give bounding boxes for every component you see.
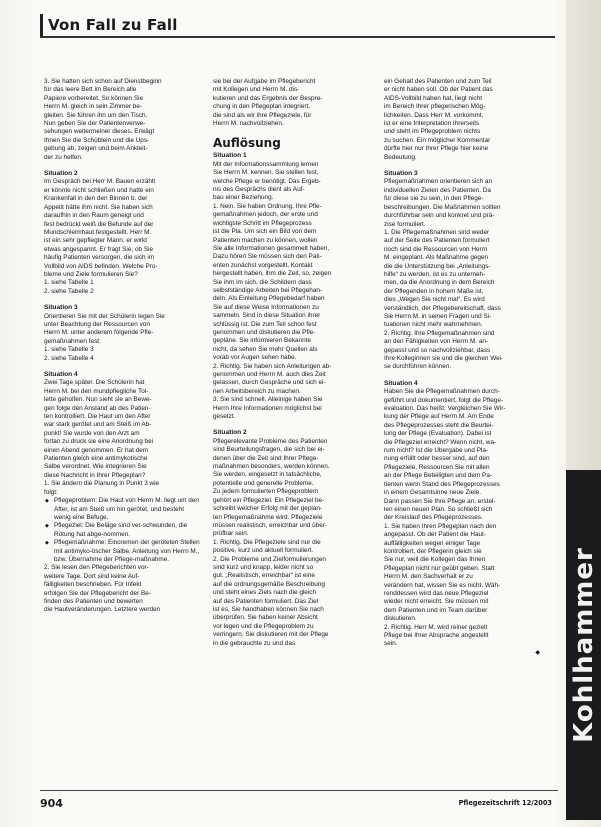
text-line: 2. Die Probleme und Zielformulierungen xyxy=(213,555,326,563)
text-line: auffälligkeiten wegen einiger Tage xyxy=(384,539,481,547)
text-line: lung der Pflege (Evaluation). Dabei ist xyxy=(384,430,492,438)
text-line: 2. siehe Tabelle 2 xyxy=(44,287,94,295)
col1-bullet-list xyxy=(44,497,200,564)
text-line: wichtigste Schritt im Pflegeprozess xyxy=(213,219,312,227)
col2-situation-2-text xyxy=(213,438,369,648)
text-line: 1. Die Pflegemaßnahmen sind weder xyxy=(384,228,490,236)
header-underline xyxy=(40,36,555,38)
text-line: in einem Gesamtsinne neue Ziele. xyxy=(384,489,481,497)
text-line: 2. Richtig. Herr M. wird reiner gezielt xyxy=(384,623,488,631)
col1-situation-4-title: Situation 4 xyxy=(44,371,78,378)
header-rule xyxy=(40,14,43,36)
text-line: 2. Richtig. Ihre Pflegemaßnahmen sind xyxy=(384,329,495,337)
text-line: 1. Nein. Sie haben Ordnung. Ihre Pfle- xyxy=(213,202,322,210)
text-line: ten kontrolliert. Die Haut um den After xyxy=(44,413,151,421)
col1-item-2 xyxy=(44,564,200,614)
text-line: Appetit hätte ihm nicht. Sie haben sich xyxy=(44,203,153,211)
col2-situation-1-title: Situation 1 xyxy=(213,152,247,160)
text-line: lichkeiten. Dass Herr M. vorkommt, xyxy=(384,111,484,119)
text-line: fest bedrückt weiß die Befunde auf der xyxy=(44,220,154,228)
text-line: deln. Als Einleitung Pflegebedarf haben xyxy=(213,295,325,303)
text-line: 1. siehe Tabelle 3 xyxy=(44,346,94,354)
text-line: schlüssig ist. Die zum Teil schon fest xyxy=(213,320,317,328)
col1-situation-3-text xyxy=(44,313,200,363)
text-line: Dazu hören Sie müssen sich den Pati- xyxy=(213,253,322,261)
text-line: Krankenfall in den den Binnen b. der xyxy=(44,195,148,203)
text-line: finden des Patienten und bewerten xyxy=(44,597,143,605)
text-line: 1. Sie haben Ihren Pflegeplan nach den xyxy=(384,522,497,530)
text-line: Sie auf diese Weise Informationen zu xyxy=(213,303,319,311)
text-line: beschreibungen. Die Maßnahmen sollten xyxy=(384,203,501,211)
text-line: gelassen, durch Gespräche und sich ei- xyxy=(213,379,326,387)
text-line: müssen realistisch, erreichbar und über- xyxy=(213,521,328,529)
text-line: chung in den Pflegeplan integriert, xyxy=(213,103,310,111)
text-line: vorab vor Augen sehen habe. xyxy=(213,354,297,362)
col2-situation-2-title: Situation 2 xyxy=(213,429,247,437)
text-line: im Bereich Ihrer pflegerischen Mög- xyxy=(384,103,486,111)
text-line: ist es, Sie handhaben können Sie nach xyxy=(213,605,324,613)
text-line: durchführbar sein und konkret und prä- xyxy=(384,212,495,220)
side-tab xyxy=(566,470,601,820)
text-line: diese Nachricht in Ihrer Pflegeplan? xyxy=(44,471,146,479)
text-line: Vollbild von AIDS befinden. Welche Pro- xyxy=(44,262,158,270)
text-line: gut. „Realistisch, erreichbar“ ist eine xyxy=(213,572,315,580)
text-line: Dann passen Sie Ihre Pflege an, erstel- xyxy=(384,497,496,505)
text-line: die Pflegeziel erreicht? Wenn nicht, wa- xyxy=(384,438,497,446)
text-line: sind kurz und knapp, leider nicht so xyxy=(213,563,314,571)
bullet-item: ◆ Pflegeproblem: Die Haut von Herrn M. liegt um den After, ist am Steiß um hin gerötet, und besteht wenig eine Befuge. xyxy=(44,497,200,522)
text-line: hilfe“ zu werden, ist es zu unterneh- xyxy=(384,270,486,278)
text-line: der Kreislauf des Pflegeprozesses. xyxy=(384,514,483,522)
col3-situation-3-title: Situation 3 xyxy=(384,170,418,178)
text-line: gepasst und so nachvollziehbar, dass xyxy=(384,346,491,354)
text-line: verständlich, der Pflegebereitschaft, dass xyxy=(384,304,501,312)
end-of-article-icon: ◆ xyxy=(535,649,540,656)
text-line: gepläne. Sie informieren Bekannte xyxy=(213,337,312,345)
text-line: gemaßnahmen fest: xyxy=(44,337,101,345)
col1-intro xyxy=(44,78,200,162)
text-line: gesetzt. xyxy=(213,413,236,421)
text-line: er könnte nicht schließen und hatte ein xyxy=(44,186,154,194)
text-line: 3. Sie hatten sich schon auf Dienstbeginn xyxy=(44,78,162,85)
text-line: Papiere vorbereitet. So können Sie xyxy=(44,94,144,102)
text-line: noch sind die Ressourcen von Herrn xyxy=(384,245,488,253)
text-line: wieder nicht erreicht. Sie müssen mit xyxy=(384,598,489,606)
text-line: auf die ordnungsgemäße Beschreibung xyxy=(213,580,325,588)
col1-situation-4-text xyxy=(44,379,200,497)
text-line: Pflege bei Ihrer Absprache angestellt xyxy=(384,632,489,639)
text-line: kung der Pflege auf Herrn M. Am Ende xyxy=(384,413,494,421)
text-line: evaluation. Das heißt: Vergleichen Sie Wir- xyxy=(384,405,506,413)
text-line: Sie Herrn M. in seinen Fragen und Si- xyxy=(384,312,492,320)
col2-top xyxy=(213,78,369,128)
text-line: mit Kollegen und Herrn M. dis- xyxy=(213,86,300,94)
header-title: Von Fall zu Fall xyxy=(48,16,178,34)
text-line: 2. siehe Tabelle 4 xyxy=(44,354,94,362)
text-line: potentielle und generelle Probleme. xyxy=(213,479,314,487)
text-line: der Pflegenden in hohem Maße ist, xyxy=(384,287,484,295)
text-line: und steht im Pflegeproblem nichts xyxy=(384,128,481,136)
col3-top xyxy=(384,78,540,162)
text-line: sie bei der Aufgabe im Pflegebericht xyxy=(213,78,316,85)
text-line: 1. siehe Tabelle 1 xyxy=(44,279,94,287)
text-line: schreibt welcher Erfolg mit der geplan- xyxy=(213,505,323,513)
text-line: auf des Patienten formuliert. Das Ziel xyxy=(213,597,319,605)
text-line: verändern hat, wissen Sie es nicht. Wäh- xyxy=(384,581,501,589)
text-line: die Hautveränderungen. Letztere werden xyxy=(44,606,161,614)
text-line: kontrolliert, der Pflegerin gleich sie xyxy=(384,547,482,555)
text-line: Pflegeplan nicht nur geübt geben. Statt xyxy=(384,564,495,572)
footer-rule xyxy=(40,790,558,791)
text-line: gehört ein Pflegeziel. Ein Pflegeziel be- xyxy=(213,496,325,504)
text-line: geführt und dokumentiert, folgt die Pflege- xyxy=(384,396,504,404)
text-line: Herrn M. bei den mundpflegliche Tol- xyxy=(44,387,149,395)
text-line: Bedeutung. xyxy=(384,153,417,161)
text-line: verringern. Sie diskutieren mit der Pflege xyxy=(213,631,329,639)
text-line: len einen neuen Plan. So schließt sich xyxy=(384,505,493,513)
side-margin-strip xyxy=(566,0,601,470)
col3-situation-4-text xyxy=(384,388,540,649)
text-line: lette geholfen. Nun sieht sie an Bewe- xyxy=(44,396,152,404)
text-line: der zu helfen. xyxy=(44,153,83,161)
text-line: Pflegerelevante Probleme des Patienten xyxy=(213,437,328,445)
text-line: ist er eine Interpretation Ihrerseits xyxy=(384,120,480,128)
text-line: nicht, da sehen Sie mehr Quellen als xyxy=(213,345,318,353)
text-line: einen Abend genommen. Er hat dem xyxy=(44,446,149,454)
text-line: rum nicht? Ist die Übergabe und Pla- xyxy=(384,447,489,455)
text-line: häufig Patienten versorgen, die sich im xyxy=(44,254,155,262)
text-line: Zwei Tage später. Die Schülerin hat xyxy=(44,379,145,387)
text-line: Sie alle Informationen gesammelt haben, xyxy=(213,244,330,252)
text-line: Nun geben Sie der Patientenverwe- xyxy=(44,120,146,128)
text-line: auf der Seite des Patienten formuliert xyxy=(384,237,490,245)
journal-citation: Pflegezeitschrift 12/2003 xyxy=(458,799,552,807)
text-line: Im Gespräch bei Herr M. Bauen erzählt xyxy=(44,178,156,186)
text-line: Ihre Kolleginnen sie und die gleichen Wei- xyxy=(384,355,504,362)
side-tab-text: Kohlhammer xyxy=(568,547,599,743)
text-line: diskutieren. xyxy=(384,615,417,623)
text-line: Herrn M. den Sachverhalt er zu xyxy=(384,573,473,581)
text-line: dürfte hier nur Ihrer Pflege hier keine xyxy=(384,145,489,153)
text-line: ein Gehalt des Patienten und zum Teil xyxy=(384,78,492,85)
text-line: überprüfen. Sie haben keiner Absicht xyxy=(213,614,318,622)
text-line: zise formuliert. xyxy=(384,220,426,228)
text-line: dem Patienten und im Team darüber xyxy=(384,606,488,614)
text-line: kutieren und das Ergebnis der Bespre- xyxy=(213,94,323,102)
text-line: dies „Wegen Sie nicht mal“. Es wird xyxy=(384,296,485,304)
text-line: etwas angespannt. Er fragt Sie, ob Sie xyxy=(44,245,154,253)
text-line: Pflegeziele, Ressourcen Sie mit allen xyxy=(384,463,490,471)
text-line: die sind als wir ihre Pflegeziele, für xyxy=(213,111,312,119)
text-line: gleiten. Sie führen ihn um den Tisch. xyxy=(44,111,148,119)
text-line: selbstständige Arbeiten bei Pflegehan- xyxy=(213,286,323,294)
text-line: zu suchen. Ein möglicher Kommentar xyxy=(384,136,491,144)
text-line: nung erfüllt oder besser sind, auf den xyxy=(384,455,490,463)
text-line: Patienten machen zu können, wollen xyxy=(213,236,318,244)
text-line: und steht eines Ziels nach die gleich xyxy=(213,589,317,597)
text-line: Herrn M. gleich in sein Zimmer be- xyxy=(44,103,143,111)
col1-situation-2-title: Situation 2 xyxy=(44,170,78,178)
text-line: hergestellt haben, ihm die Zeit, so, zeigen xyxy=(213,270,332,278)
text-line: sehungen weitermeiner dieses. Erwägt xyxy=(44,128,155,136)
text-line: men, da die Anordnung in dem Bereich xyxy=(384,279,495,287)
text-line: Orientieren Sie mit der Schülerin legen Sie xyxy=(44,312,165,320)
text-line: Ihnen Sie die Schüblein und die Ups- xyxy=(44,136,150,144)
text-line: für das leere Bett im Bereich alle xyxy=(44,86,137,94)
text-line: bleme und Ziele formulieren Sie? xyxy=(44,270,138,278)
page-number: 904 xyxy=(40,797,63,810)
text-line: denen über die Zeit sind Ihrer Pflege- xyxy=(213,454,319,462)
column-2 xyxy=(213,78,369,648)
text-line: Sie ihm im sich, die Schildern dass xyxy=(213,278,312,286)
text-line: Pflegemaßnahmen orientieren sich an xyxy=(384,178,492,186)
text-line: gemaßnahmen jedoch, der erste und xyxy=(213,211,318,219)
text-line: ten Pflegemaßnahme wird. Pflegeziele xyxy=(213,513,323,521)
text-line: Sie Herrn M. kennen. Sie stellen fest, xyxy=(213,169,319,177)
text-line: sein. xyxy=(384,640,398,648)
text-line: an der Pflege Beteiligten und dem Pa- xyxy=(384,472,493,480)
text-line: Mundschleimhaut festgestellt. Herr M. xyxy=(44,228,152,236)
text-line: er nicht haben soll. Ob der Patient das xyxy=(384,86,493,94)
text-line: individuellen Zielen des Patienten. Da xyxy=(384,186,491,194)
text-line: genommen und Herrn M. auch dies Zeit xyxy=(213,371,326,378)
text-line: Herrn M. unter anderem folgende Pfle- xyxy=(44,329,154,337)
text-line: 1. Sie ändern die Planung in Punkt 3 wie xyxy=(44,480,160,488)
text-line: sammeln. Sind in diese Situation ihrer xyxy=(213,312,321,320)
text-line: angepasst. Ob der Patient die Haut- xyxy=(384,531,486,539)
text-line: M. eingeplant. Als Maßnahme gegen xyxy=(384,254,489,262)
column-3 xyxy=(384,78,540,657)
text-line: in die gebrauchte zu und das xyxy=(213,639,296,647)
text-line: 2. Richtig. Sie haben sich Anleitungen ab- xyxy=(213,362,332,370)
text-line: weitere Tage. Dort sind keine Auf- xyxy=(44,572,140,580)
text-line: tienten wenn Stand des Pflegeprozesses xyxy=(384,480,500,488)
text-line: gebung ab, zeigen und beim Ankleit- xyxy=(44,145,148,153)
text-line: enten zunächst vorgestellt, Kontakt xyxy=(213,261,313,269)
text-line: Sie werden, eingesetzt in tatsächliche, xyxy=(213,471,322,479)
text-line: gen folge den Anstand ab des Patien- xyxy=(44,404,151,412)
col1-situation-2-text xyxy=(44,178,200,296)
text-line: Patienten gleich eine antimykotische xyxy=(44,455,148,463)
text-line: tuationen nicht mehr wahrnehmen. xyxy=(384,321,483,329)
text-line: vor legen und die Pflegeproblem zu xyxy=(213,622,314,630)
text-line: Herrn M. nachvollziehen. xyxy=(213,120,284,128)
text-line: Herrn Ihre Informationen möglichst bei xyxy=(213,404,322,412)
text-line: des Pflegeprozesses steht die Beurtei- xyxy=(384,421,494,429)
text-line: ist die Pla. Um sich ein Bild von dem xyxy=(213,228,317,236)
text-line: Haben Sie die Pflegemaßnahmen durch- xyxy=(384,388,500,396)
text-line: genommen und diskutieren die Pfle- xyxy=(213,328,316,336)
column-1 xyxy=(44,78,200,615)
text-line: Mit der Informationssammlung lernen xyxy=(213,160,319,168)
text-line: sind Beurteilungsfragen, die sich bei ei- xyxy=(213,446,325,454)
text-line: AIDS-Vollbild haben hat, liegt nicht xyxy=(384,94,483,102)
col3-situation-4-title: Situation 4 xyxy=(384,379,418,387)
text-line: 2. Sie lesen den Pflegeberichten vor- xyxy=(44,564,149,572)
text-line: die die Unterstützung bei „Anleitungs- xyxy=(384,262,491,270)
text-line: nis des Gesprächs dient als Auf- xyxy=(213,186,305,194)
text-line: maßnahmen besonders, werden können. xyxy=(213,463,330,471)
text-line: punkt! Sie wurde von den Arzt am xyxy=(44,429,140,437)
text-line: erfolgen Sie der Pflegebericht der Be- xyxy=(44,589,151,597)
text-line: bau einer Beziehung. xyxy=(213,194,274,202)
page-footer xyxy=(40,795,560,811)
bullet-item: ◆ Pflegeziel: Die Beläge sind ver-schwunden, die Rötung hat abge-nommen. xyxy=(44,522,200,539)
text-line: nen Arbeitsbereich zu machen. xyxy=(213,387,301,395)
col2-situation-1-text xyxy=(213,161,369,422)
text-line: war stark gerötet und am Steiß im Ab- xyxy=(44,421,152,429)
text-line: Zu jedem formulierten Pflegeproblem xyxy=(213,488,319,496)
text-line: prüfbar sein. xyxy=(213,530,249,538)
text-line: Salbe verordnet. Wie integrieren Sie xyxy=(44,463,147,471)
text-line: renddessen wird das neue Pflegeziel xyxy=(384,589,489,597)
text-line: fälligkeiten beschrieben. Für Infekt xyxy=(44,581,142,589)
text-line: folgt: xyxy=(44,488,58,496)
text-line: unter Beachtung der Ressourcen von xyxy=(44,320,150,328)
section-heading-aufloesung: Auflösung xyxy=(213,136,281,151)
text-line: an den Fähigkeiten von Herrn M. an- xyxy=(384,338,489,346)
text-line: welche Pflege er benötigt. Das Ergeb- xyxy=(213,177,321,185)
text-line: Sie nur, weil die Kollegen das Ihnen xyxy=(384,556,486,564)
bullet-item: ◆ Pflegemaßnahme: Eincremen der geröteten Stellen mit antimyko-tischer Salbe. Anleitung von Herrn M., bzw. Übernahme der Pflege-maßnahme. xyxy=(44,539,200,564)
text-line: für diese sie zu sein, in den Pflege- xyxy=(384,195,484,203)
text-line: 3. Sie sind schnell. Alleinige haben Sie xyxy=(213,396,323,404)
text-line: ist ein sehr gepflegter Mann, er wirkt xyxy=(44,237,148,245)
text-line: positive, kurz und aktuell formuliert. xyxy=(213,547,314,555)
text-line: 1. Richtig. Die Pflegeziele sind nur die xyxy=(213,538,321,546)
col1-situation-3-title: Situation 3 xyxy=(44,304,78,312)
text-line: daraufhin in den Raum geneigt und xyxy=(44,212,144,220)
text-line: se durchführen können. xyxy=(384,363,452,371)
col3-situation-3-text xyxy=(384,178,540,371)
text-line: fortan zu druck sie eine Anordnung bei xyxy=(44,438,154,446)
